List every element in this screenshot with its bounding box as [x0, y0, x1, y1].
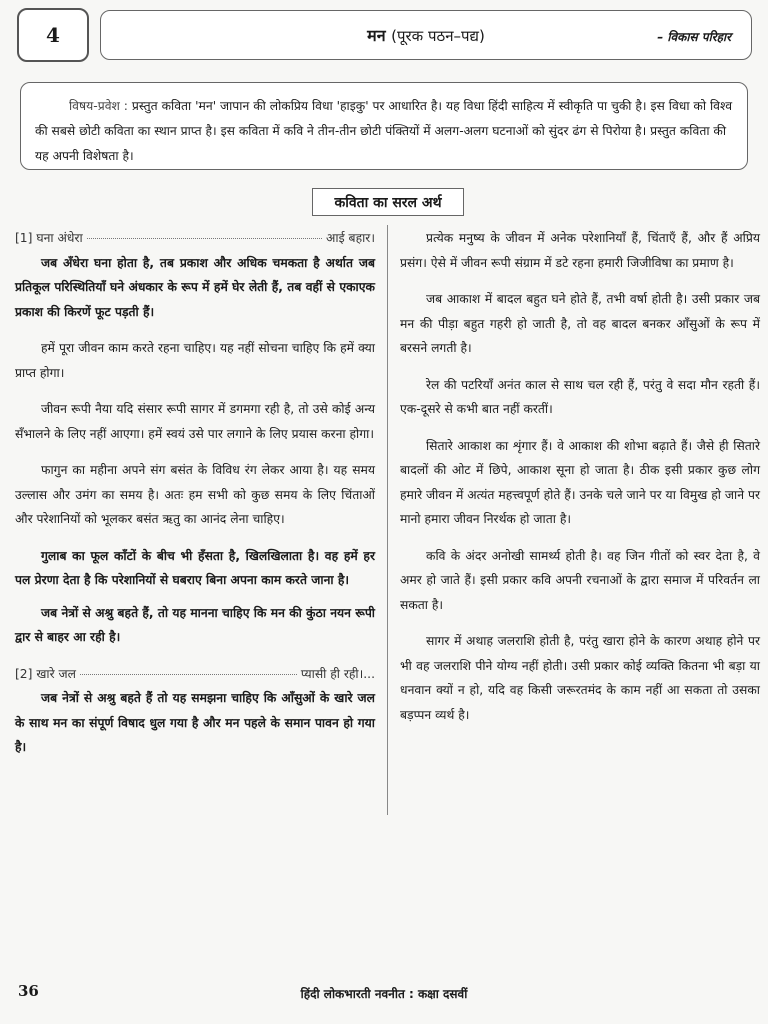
right-column: [400, 226, 760, 739]
intro-text: प्रस्तुत कविता 'मन' जापान की लोकप्रिय विधा 'हाइकु' पर आधारित है। यह विधा हिंदी साहित्य में स्वीकृति पा चुकी है। इस विधा को विश्व की सबसे छोटी कविता का स्थान प्राप्त है। इस कविता में कवि ने तीन-तीन छोटी पंक्तियों में अलग-अलग घटनाओं को सुंदर ढंग से पिरोया है। प्रस्तुत कविता की यह अपनी विशेषता है।: [35, 99, 733, 163]
explanation-paragraph: सागर में अथाह जलराशि होती है, परंतु खारा होने के कारण अथाह होने पर भी वह जलराशि पीने योग्य नहीं होती। उसी प्रकार कोई व्यक्ति कितना भी बड़ा या धनवान क्यों न हो, यदि वह किसी जरूरतमंद के काम नहीं आ सकता तो उसका बड़प्पन व्यर्थ है।: [400, 634, 760, 722]
explanation-paragraph: जब आकाश में बादल बहुत घने होते हैं, तभी वर्षा होती है। उसी प्रकार जब मन की पीड़ा बहुत गहरी हो जाती है, तो वह बादल बनकर आँसुओं के रूप में बरसने लगती है।: [400, 292, 760, 355]
explanation-paragraph: गुलाब का फूल काँटों के बीच भी हँसता है, खिलखिलाता है। वह हमें हर पल प्रेरणा देता है कि परेशानियों से घबराए बिना अपना काम करते जाना है।: [15, 548, 375, 587]
title-subtitle: (पूरक पठन–पद्य): [391, 27, 485, 45]
explanation-paragraph: सितारे आकाश का शृंगार हैं। वे आकाश की शोभा बढ़ाते हैं। जैसे ही सितारे बादलों की ओट में छिपे, आकाश सूना हो जाता है। ठीक इसी प्रकार कुछ लोग हमारे जीवन में अत्यंत महत्त्वपूर्ण होते हैं। उनके चले जाने पर या विमुख हो जाने पर मानो हमारा जीवन निरर्थक हो जाता है।: [400, 438, 760, 526]
verse-reference-end: प्यासी ही रही।...: [300, 666, 375, 681]
intro-label: विषय-प्रवेश :: [69, 99, 128, 113]
verse-reference-start: [1] घना अंधेरा: [15, 231, 83, 245]
verse-reference-end: आई बहार।: [326, 231, 375, 245]
explanation-paragraph: जब नेत्रों से अश्रु बहते हैं तो यह समझना चाहिए कि आँसुओं के खारे जल के साथ मन का संपूर्ण विषाद धुल गया है और मन पहले के समान पावन हो गया है।: [15, 691, 375, 754]
dotted-leader: [80, 674, 297, 675]
title-text: मन: [367, 26, 386, 45]
dotted-leader: [87, 238, 322, 239]
chapter-number: 4: [17, 8, 89, 62]
author-name: – विकास परिहार: [657, 30, 731, 44]
explanation-paragraph: हमें पूरा जीवन काम करते रहना चाहिए। यह नहीं सोचना चाहिए कि हमें क्या प्राप्त होगा।: [15, 341, 375, 380]
explanation-paragraph: रेल की पटरियाँ अनंत काल से साथ चल रही हैं, परंतु वे सदा मौन रहती हैं। एक-दूसरे से कभी बात नहीं करतीं।: [400, 377, 760, 416]
intro-box: [20, 82, 748, 170]
explanation-paragraph: प्रत्येक मनुष्य के जीवन में अनेक परेशानियाँ हैं, चिंताएँ हैं, और हैं अप्रिय प्रसंग। ऐसे में जीवन रूपी संग्राम में डटे रहना हमारी जिजीविषा का प्रमाण है।: [400, 231, 760, 270]
page-number: 36: [18, 982, 39, 1000]
verse-reference-start: [2] खारे जल: [15, 666, 76, 681]
column-divider: [387, 225, 388, 815]
book-title: हिंदी लोकभारती नवनीत : कक्षा दसवीं: [300, 987, 468, 1001]
left-column: [15, 226, 375, 772]
verse-reference-2: [15, 662, 375, 687]
explanation-paragraph: जब नेत्रों से अश्रु बहते हैं, तो यह मानना चाहिए कि मन की कुंठा नयन रूपी द्वार से बाहर आ रही है।: [15, 605, 375, 644]
explanation-paragraph: फागुन का महीना अपने संग बसंत के विविध रंग लेकर आया है। यह समय उल्लास और उमंग का समय है। अतः हम सभी को कुछ समय के लिए चिंताओं और परेशानियों को भूलकर बसंत ऋतु का आनंद लेना चाहिए।: [15, 463, 375, 526]
explanation-paragraph: जब अँधेरा घना होता है, तब प्रकाश और अधिक चमकता है अर्थात जब प्रतिकूल परिस्थितियाँ घने अंधकार के रूप में हमें घेर लेती हैं, तब वहीं से एकाएक प्रकाश की किरणें फूट पड़ती हैं।: [15, 255, 375, 319]
page-title: [101, 24, 751, 46]
explanation-paragraph: जीवन रूपी नैया यदि संसार रूपी सागर में डगमगा रही है, तो उसे कोई अन्य सँभालने के लिए नहीं आएगा। हमें स्वयं उसे पार लगाने के लिए प्रयास करना होगा।: [15, 402, 375, 441]
verse-reference-1: [15, 226, 375, 251]
explanation-paragraph: कवि के अंदर अनोखी सामर्थ्य होती है। वह जिन गीतों को स्वर देता है, वे अमर हो जाते हैं। इसी प्रकार कवि अपनी रचनाओं के द्वारा समाज में परिवर्तन ला सकता है।: [400, 548, 760, 612]
title-box: [100, 10, 752, 60]
section-heading: कविता का सरल अर्थ: [312, 188, 464, 216]
